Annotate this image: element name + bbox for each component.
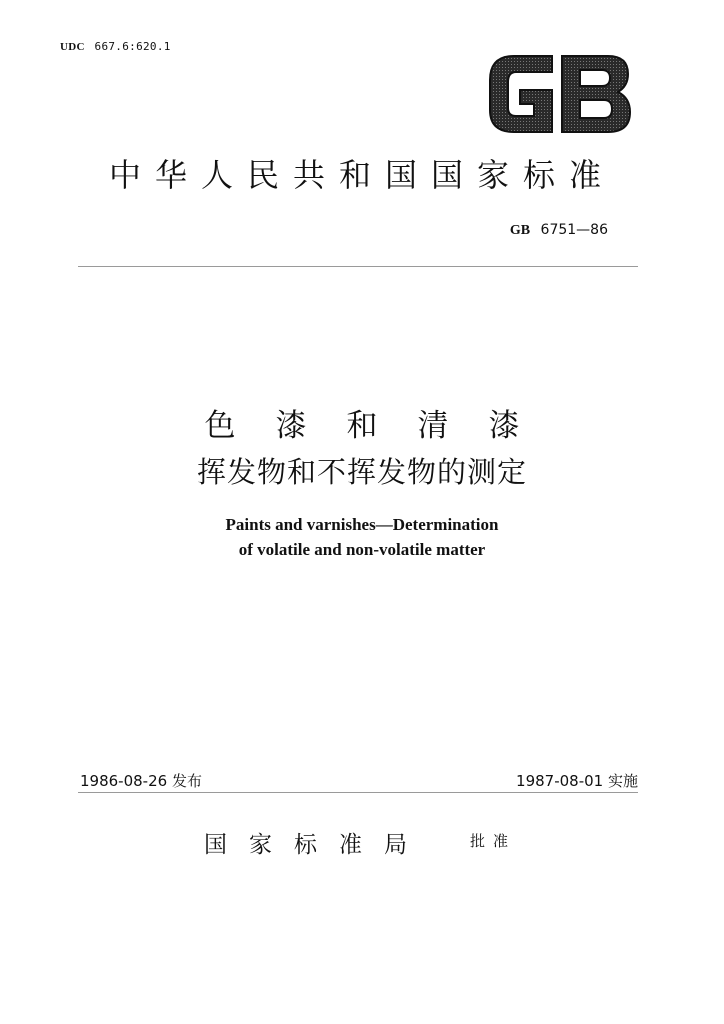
- title-chinese-line-2: 挥发物和不挥发物的测定: [196, 455, 527, 489]
- standard-number: [510, 222, 608, 239]
- title-english: [0, 512, 724, 562]
- effective-date: 1987-08-01 实施: [516, 772, 638, 790]
- title-english-line-1: Paints and varnishes—Determination: [225, 515, 499, 534]
- gb-logo: [484, 52, 634, 136]
- top-divider: [78, 266, 638, 267]
- udc-label: UDC: [60, 41, 85, 53]
- title-chinese-line-1: 色漆和清漆: [204, 408, 560, 444]
- udc-classification: [60, 40, 171, 53]
- approval-label: 批准: [470, 832, 517, 850]
- issuing-authority: 国家标准局: [204, 832, 429, 858]
- standard-prefix: GB: [509, 223, 531, 238]
- gb-logo-graphic: [484, 52, 634, 136]
- udc-code: 667.6:620.1: [94, 40, 171, 53]
- title-english-line-2: of volatile and non-volatile matter: [238, 540, 486, 559]
- standard-code: 6751—86: [540, 222, 608, 238]
- issue-date: 1986-08-26 发布: [80, 772, 202, 790]
- country-standard-title: 中华人民共和国国家标准: [108, 156, 615, 194]
- bottom-divider: [78, 792, 638, 793]
